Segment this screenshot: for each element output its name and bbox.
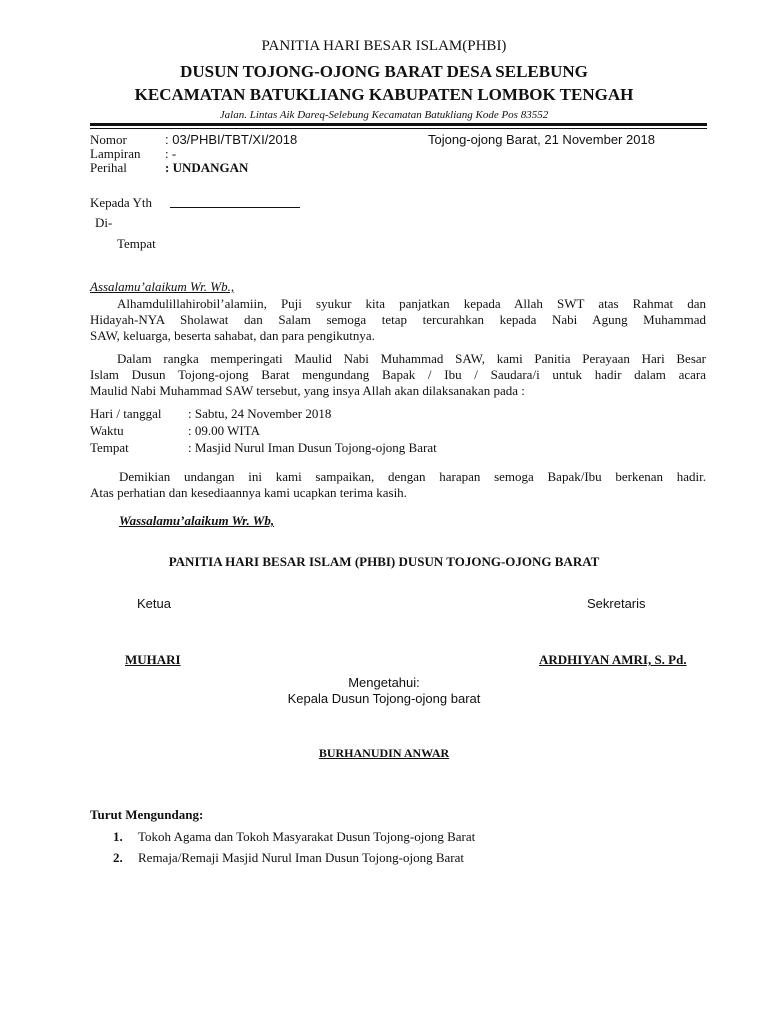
paragraph-2-line-2: Islam Dusun Tojong-ojong Barat mengundang Bapak / Ibu / Saudara/i untuk hadir dalam acara xyxy=(90,367,706,382)
header-rule-thin xyxy=(90,128,707,129)
lampiran-label: Lampiran xyxy=(90,146,141,161)
cc-title: Turut Mengundang: xyxy=(90,807,204,822)
tempat-value: : Masjid Nurul Iman Dusun Tojong-ojong Barat xyxy=(188,440,437,455)
cc-item-2-number: 2. xyxy=(113,850,123,865)
perihal-label: Perihal xyxy=(90,160,127,175)
paragraph-1-line-1: Alhamdulillahirobil’alamiin, Puji syukur kita panjatkan kepada Allah SWT atas Rahmat dan xyxy=(117,296,706,311)
cc-item-1-number: 1. xyxy=(113,829,123,844)
paragraph-2-line-3: Maulid Nabi Muhammad SAW tersebut, yang insya Allah akan dilaksanakan pada : xyxy=(90,383,525,398)
paragraph-2-line-1: Dalam rangka memperingati Maulid Nabi Muhammad SAW, kami Panitia Perayaan Hari Besar xyxy=(117,351,706,366)
cc-item-2-text: Remaja/Remaji Masjid Nurul Iman Dusun Tojong-ojong Barat xyxy=(138,850,464,865)
sekretaris-label: Sekretaris xyxy=(587,596,646,611)
closing-salam: Wassalamu’alaikum Wr. Wb, xyxy=(119,513,275,528)
ketua-label: Ketua xyxy=(137,596,171,611)
hari-label: Hari / tanggal xyxy=(90,406,162,421)
ketua-name: MUHARI xyxy=(125,652,181,667)
header-org-line: PANITIA HARI BESAR ISLAM(PHBI) xyxy=(261,38,507,54)
paragraph-1-line-3: SAW, keluarga, beserta sahabat, dan para pengikutnya. xyxy=(90,328,375,343)
kepala-dusun-title: Kepala Dusun Tojong-ojong barat xyxy=(287,691,481,706)
waktu-value: : 09.00 WITA xyxy=(188,423,261,438)
waktu-label: Waktu xyxy=(90,423,124,438)
header-kecamatan-line: KECAMATAN BATUKLIANG KABUPATEN LOMBOK TENGAH xyxy=(134,85,634,104)
place-date: Tojong-ojong Barat, 21 November 2018 xyxy=(428,132,655,147)
kepada-yth: Kepada Yth xyxy=(90,195,152,210)
greeting: Assalamu’alaikum Wr. Wb., xyxy=(90,279,235,294)
header-address: Jalan. Lintas Aik Dareq-Selebung Kecamatan Batukliang Kode Pos 83552 xyxy=(219,109,549,121)
lampiran-value: : - xyxy=(165,146,177,161)
committee-title: PANITIA HARI BESAR ISLAM (PHBI) DUSUN TOJONG-OJONG BARAT xyxy=(168,554,600,569)
sekretaris-name: ARDHIYAN AMRI, S. Pd. xyxy=(539,652,687,667)
nomor-label: Nomor xyxy=(90,132,127,147)
kepala-dusun-name: BURHANUDIN ANWAR xyxy=(318,746,450,760)
paragraph-3-line-2: Atas perhatian dan kesediaannya kami ucapkan terima kasih. xyxy=(90,485,407,500)
mengetahui-label: Mengetahui: xyxy=(348,675,420,690)
di-label: Di- xyxy=(95,215,113,230)
tempat-recipient: Tempat xyxy=(117,236,156,251)
perihal-value: : UNDANGAN xyxy=(165,160,249,175)
cc-item-1-text: Tokoh Agama dan Tokoh Masyarakat Dusun Tojong-ojong Barat xyxy=(138,829,476,844)
nomor-value: : 03/PHBI/TBT/XI/2018 xyxy=(165,132,298,147)
tempat-label: Tempat xyxy=(90,440,129,455)
hari-value: : Sabtu, 24 November 2018 xyxy=(188,406,332,421)
recipient-blank-line xyxy=(170,207,300,208)
paragraph-1-line-2: Hidayah-NYA Sholawat dan Salam semoga tetap tercurahkan kepada Nabi Agung Muhammad xyxy=(90,312,706,327)
header-rule-thick xyxy=(90,123,707,126)
paragraph-3-line-1: Demikian undangan ini kami sampaikan, dengan harapan semoga Bapak/Ibu berkenan hadir. xyxy=(119,469,706,484)
header-dusun-line: DUSUN TOJONG-OJONG BARAT DESA SELEBUNG xyxy=(180,62,588,81)
